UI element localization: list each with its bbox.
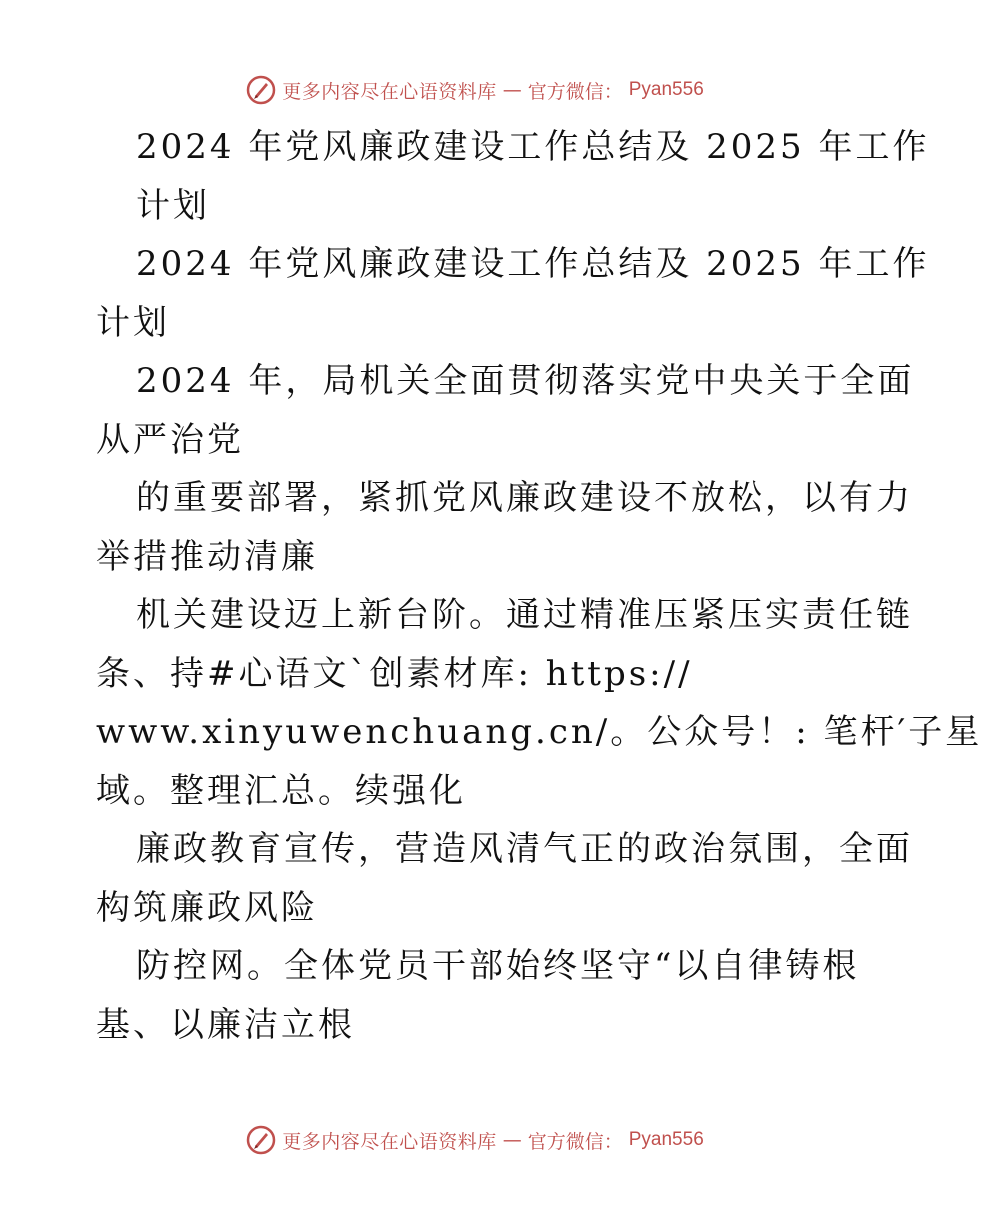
body-line: 计划	[96, 302, 170, 343]
quill-pen-icon	[246, 75, 276, 105]
body-line: 廉政教育宣传，营造风清气正的政治氛围，全面	[136, 829, 913, 869]
body-line: 基、以廉洁立根	[96, 1004, 355, 1045]
watermark-wechat-id: Pyan556	[628, 1129, 704, 1150]
body-line: 从严治党	[96, 419, 244, 460]
watermark-brand-text: 更多内容尽在心语资料库	[282, 1130, 497, 1153]
body-line: www.xinyuwenchuang.cn/。公众号！: 笔杆′子星	[96, 712, 982, 752]
watermark-separator: —	[502, 79, 522, 101]
body-line: 2024 年党风廉政建设工作总结及 2025 年工作	[136, 127, 930, 167]
body-line: 举措推动清廉	[96, 536, 318, 577]
body-line: 构筑廉政风险	[96, 887, 318, 928]
watermark-brand-text: 更多内容尽在心语资料库	[282, 80, 497, 103]
body-line: 域。整理汇总。续强化	[96, 770, 466, 811]
body-line: 防控网。全体党员干部始终坚守“以自律铸根	[136, 946, 860, 986]
header-watermark	[0, 70, 950, 110]
body-line: 条、持#心语文`创素材库: https://	[96, 653, 693, 694]
body-line: 2024 年，局机关全面贯彻落实党中央关于全面	[136, 361, 915, 401]
body-line: 2024 年党风廉政建设工作总结及 2025 年工作	[136, 244, 930, 284]
quill-pen-icon	[246, 1125, 276, 1155]
document-body	[96, 118, 982, 1054]
watermark-wechat-label: 官方微信：	[527, 1130, 623, 1153]
footer-watermark	[0, 1120, 950, 1160]
body-line: 机关建设迈上新台阶。通过精准压紧压实责任链	[136, 595, 913, 635]
watermark-wechat-id: Pyan556	[628, 79, 704, 100]
body-line: 的重要部署，紧抓党风廉政建设不放松，以有力	[136, 478, 913, 518]
watermark-separator: —	[502, 1129, 522, 1151]
body-line: 计划	[136, 185, 210, 226]
watermark-wechat-label: 官方微信：	[527, 80, 623, 103]
